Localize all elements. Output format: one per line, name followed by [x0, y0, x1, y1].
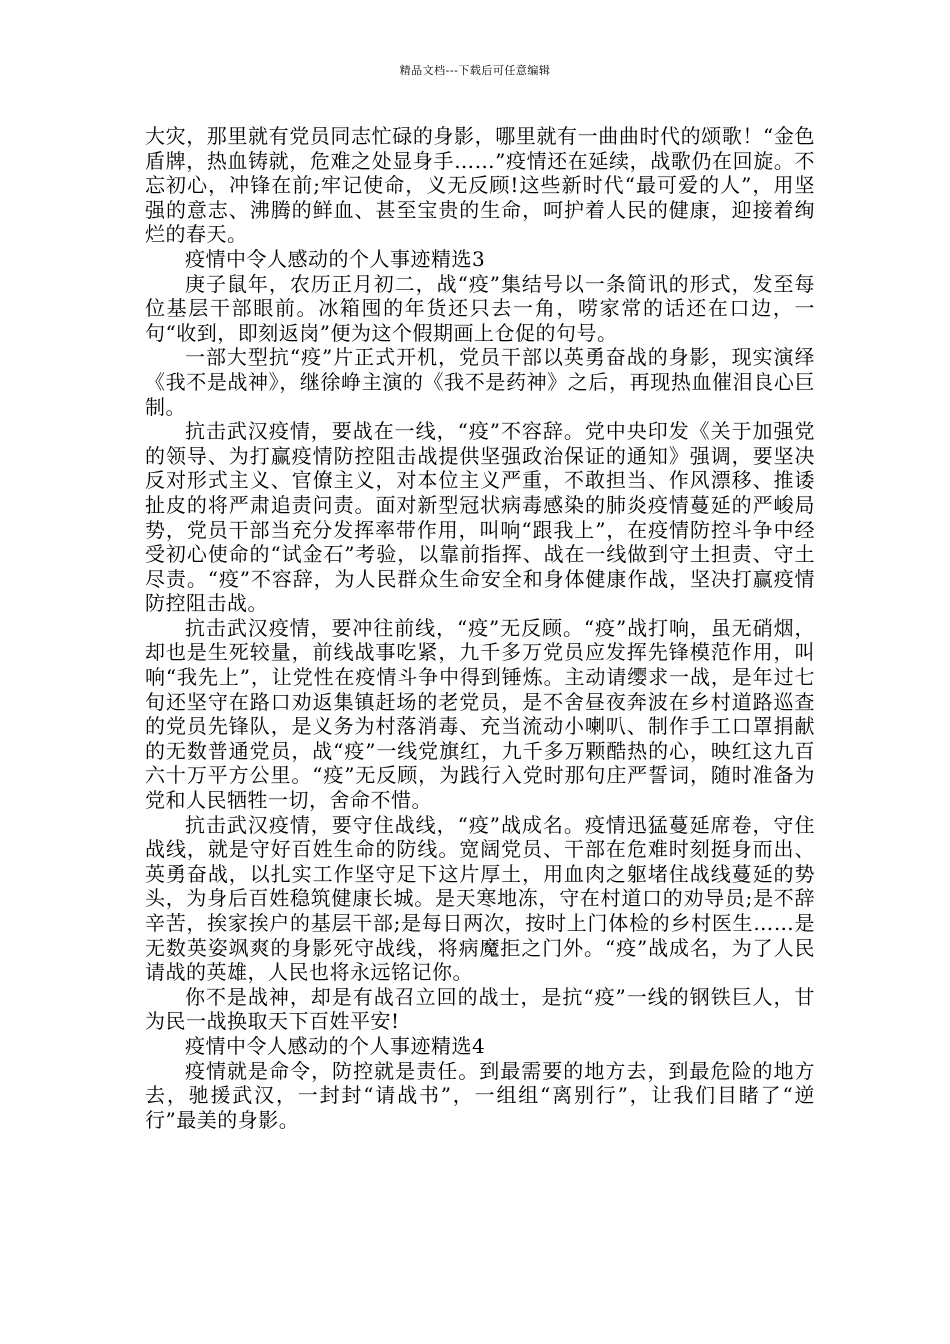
paragraph: 大灾，那里就有党员同志忙碌的身影，哪里就有一曲曲时代的颂歌！“金色盾牌，热血铸就，危难之处显身手……”疫情还在延续，战歌仍在回旋。不忘初心，冲锋在前;牢记使命，义无反顾!这些新时代“最可爱的人”，用坚强的意志、沸腾的鲜血、甚至宝贵的生命，呵护着人民的健康，迎接着绚烂的春天。 [145, 124, 815, 247]
section-heading: 疫情中令人感动的个人事迹精选3 [185, 246, 486, 271]
section-heading: 疫情中令人感动的个人事迹精选4 [185, 1033, 486, 1058]
paragraph: 一部大型抗“疫”片正式开机，党员干部以英勇奋战的身影，现实演绎《我不是战神》，继徐峥主演的《我不是药神》之后，再现热血催泪良心巨制。 [145, 345, 815, 419]
paragraph: 抗击武汉疫情，要冲往前线，“疫”无反顾。“疫”战打响，虽无硝烟，却也是生死较量，前线战事吃紧，九千多万党员应发挥先锋模范作用，叫响“我先上”，让党性在疫情斗争中得到锤炼。主动请缨求一战，是年过七旬还坚守在路口劝返集镇赶场的老党员，是不舍昼夜奔波在乡村道路巡查的党员先锋队，是义务为村落消毒、充当流动小喇叭、制作手工口罩捐献的无数普通党员，战“疫”一线党旗红，九千多万颗酷热的心，映红这九百六十万平方公里。“疫”无反顾，为践行入党时那句庄严誓词，随时准备为党和人民牺牲一切，舍命不惜。 [145, 615, 815, 813]
paragraph: 疫情就是命令，防控就是责任。到最需要的地方去，到最危险的地方去，驰援武汉，一封封“请战书”，一组组“离别行”，让我们目睹了“逆行”最美的身影。 [145, 1058, 815, 1132]
paragraph: 你不是战神，却是有战召立回的战士，是抗“疫”一线的钢铁巨人，甘为民一战换取天下百姓平安! [145, 984, 815, 1034]
document-body [145, 124, 815, 1132]
paragraph: 抗击武汉疫情，要守住战线，“疫”战成名。疫情迅猛蔓延席卷，守住战线，就是守好百姓生命的防线。宽阔党员、干部在危难时刻挺身而出、英勇奋战，以扎实工作坚守足下这片厚土，用血肉之躯堵住战线蔓延的势头，为身后百姓稳筑健康长城。是天寒地冻，守在村道口的劝导员;是不辞辛苦，挨家挨户的基层干部;是每日两次，按时上门体检的乡村医生……是无数英姿飒爽的身影死守战线，将病魔拒之门外。“疫”战成名，为了人民请战的英雄，人民也将永远铭记你。 [145, 812, 815, 985]
paragraph: 庚子鼠年，农历正月初二，战“疫”集结号以一条简讯的形式，发至每位基层干部眼前。冰箱囤的年货还只去一角，唠家常的话还在口边，一句“收到，即刻返岗”便为这个假期画上仓促的句号。 [145, 271, 815, 345]
paragraph: 抗击武汉疫情，要战在一线，“疫”不容辞。党中央印发《关于加强党的领导、为打赢疫情防控阻击战提供坚强政治保证的通知》强调，要坚决反对形式主义、官僚主义，对本位主义严重，不敢担当、作风漂移、推诿扯皮的将严肃追责问责。面对新型冠状病毒感染的肺炎疫情蔓延的严峻局势，党员干部当充分发挥率带作用，叫响“跟我上”，在疫情防控斗争中经受初心使命的“试金石”考验，以靠前指挥、战在一线做到守土担责、守土尽责。“疫”不容辞，为人民群众生命安全和身体健康作战，坚决打赢疫情防控阻击战。 [145, 419, 815, 616]
page-header: 精品文档---下载后可任意编辑 [399, 64, 551, 77]
